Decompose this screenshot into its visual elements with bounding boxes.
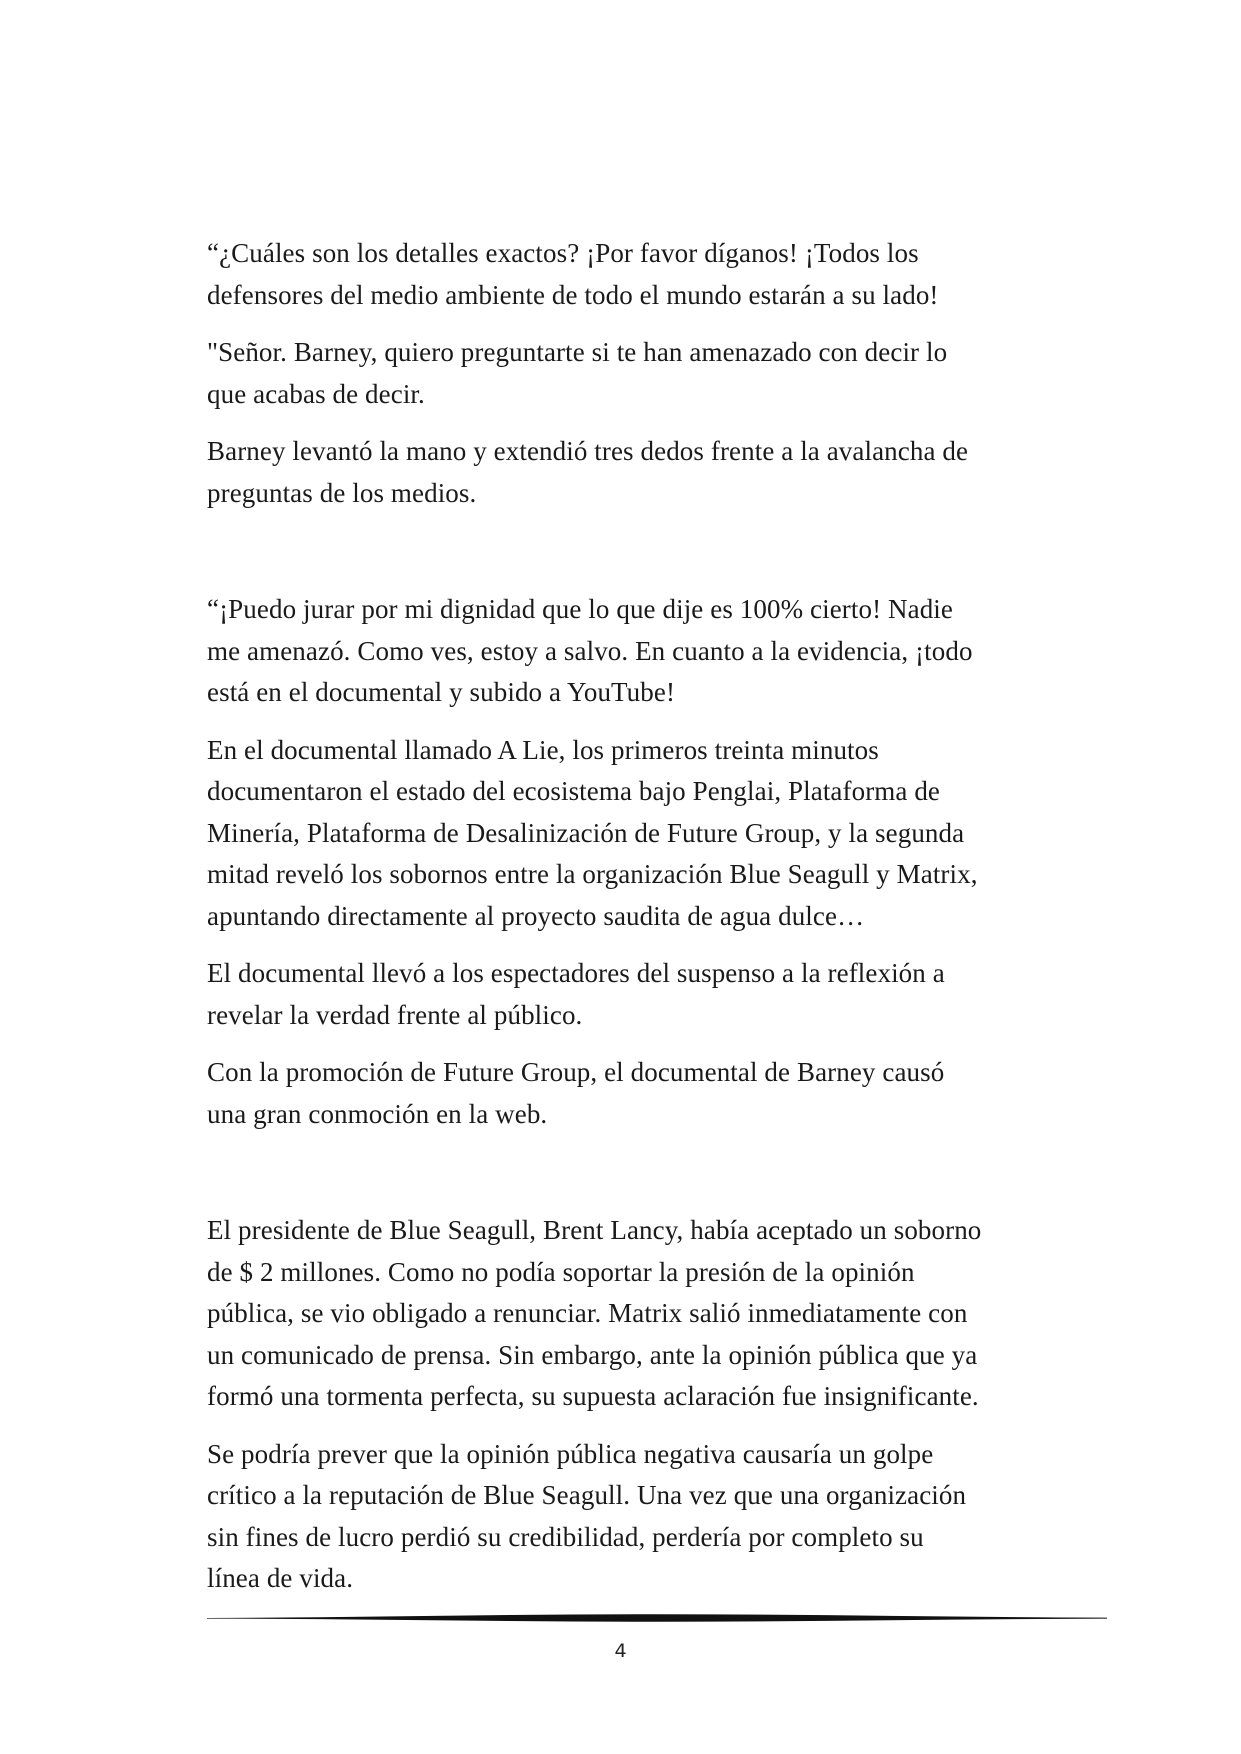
text-line: de $ 2 millones. Como no podía soportar la presión de la opinión	[207, 1256, 915, 1287]
text-line: una gran conmoción en la web.	[207, 1098, 548, 1129]
paragraph	[207, 1210, 1077, 1418]
text-line: formó una tormenta perfecta, su supuesta aclaración fue insignificante.	[207, 1381, 979, 1411]
text-line: documentaron el estado del ecosistema bajo Penglai, Plataforma de	[207, 776, 941, 806]
text-line: mitad reveló los sobornos entre la organización Blue Seagull y Matrix,	[207, 859, 978, 889]
paragraph	[207, 1434, 1077, 1600]
text-line: “¿Cuáles son los detalles exactos? ¡Por favor díganos! ¡Todos los	[207, 238, 919, 268]
text-line: "Señor. Barney, quiero preguntarte si te han amenazado con decir lo	[207, 337, 948, 367]
paragraph	[207, 1052, 1077, 1135]
text-line: El presidente de Blue Seagull, Brent Lancy, había aceptado un soborno	[207, 1215, 982, 1245]
text-line: defensores del medio ambiente de todo el mundo estarán a su lado!	[207, 279, 939, 310]
paragraph	[207, 233, 1077, 316]
paragraph	[207, 332, 1077, 415]
text-line: Barney levantó la mano y extendió tres dedos frente a la avalancha de	[207, 436, 969, 466]
text-line: Se podría prever que la opinión pública negativa causaría un golpe	[207, 1438, 934, 1469]
paragraph	[207, 730, 1077, 938]
text-line: que acabas de decir.	[207, 378, 425, 409]
text-line: sin fines de lucro perdió su credibilidad, perdería por completo su	[207, 1521, 924, 1552]
text-line: Minería, Plataforma de Desalinización de Future Group, y la segunda	[207, 817, 965, 848]
text-line: pública, se vio obligado a renunciar. Matrix salió inmediatamente con	[207, 1298, 968, 1328]
page-number: 4	[614, 1640, 627, 1662]
text-line: Con la promoción de Future Group, el documental de Barney causó	[207, 1057, 945, 1087]
text-line: preguntas de los medios.	[207, 477, 477, 508]
text-line: línea de vida.	[207, 1563, 354, 1593]
text-line: un comunicado de prensa. Sin embargo, ante la opinión pública que ya	[207, 1339, 978, 1370]
text-line: está en el documental y subido a YouTube!	[207, 677, 676, 707]
paragraph	[207, 589, 1077, 714]
paragraph	[207, 431, 1077, 514]
text-line: me amenazó. Como ves, estoy a salvo. En cuanto a la evidencia, ¡todo	[207, 635, 973, 666]
text-line: crítico a la reputación de Blue Seagull. Una vez que una organización	[207, 1480, 967, 1510]
body-text	[207, 233, 1077, 1600]
text-line: El documental llevó a los espectadores del suspenso a la reflexión a	[207, 958, 945, 988]
text-line: apuntando directamente al proyecto saudita de agua dulce…	[207, 900, 865, 931]
text-line: revelar la verdad frente al público.	[207, 999, 583, 1030]
text-line: “¡Puedo jurar por mi dignidad que lo que dije es 100% cierto! Nadie	[207, 594, 953, 624]
paragraph	[207, 953, 1077, 1036]
text-line: En el documental llamado A Lie, los primeros treinta minutos	[207, 734, 879, 765]
footer-divider	[207, 1612, 1107, 1624]
